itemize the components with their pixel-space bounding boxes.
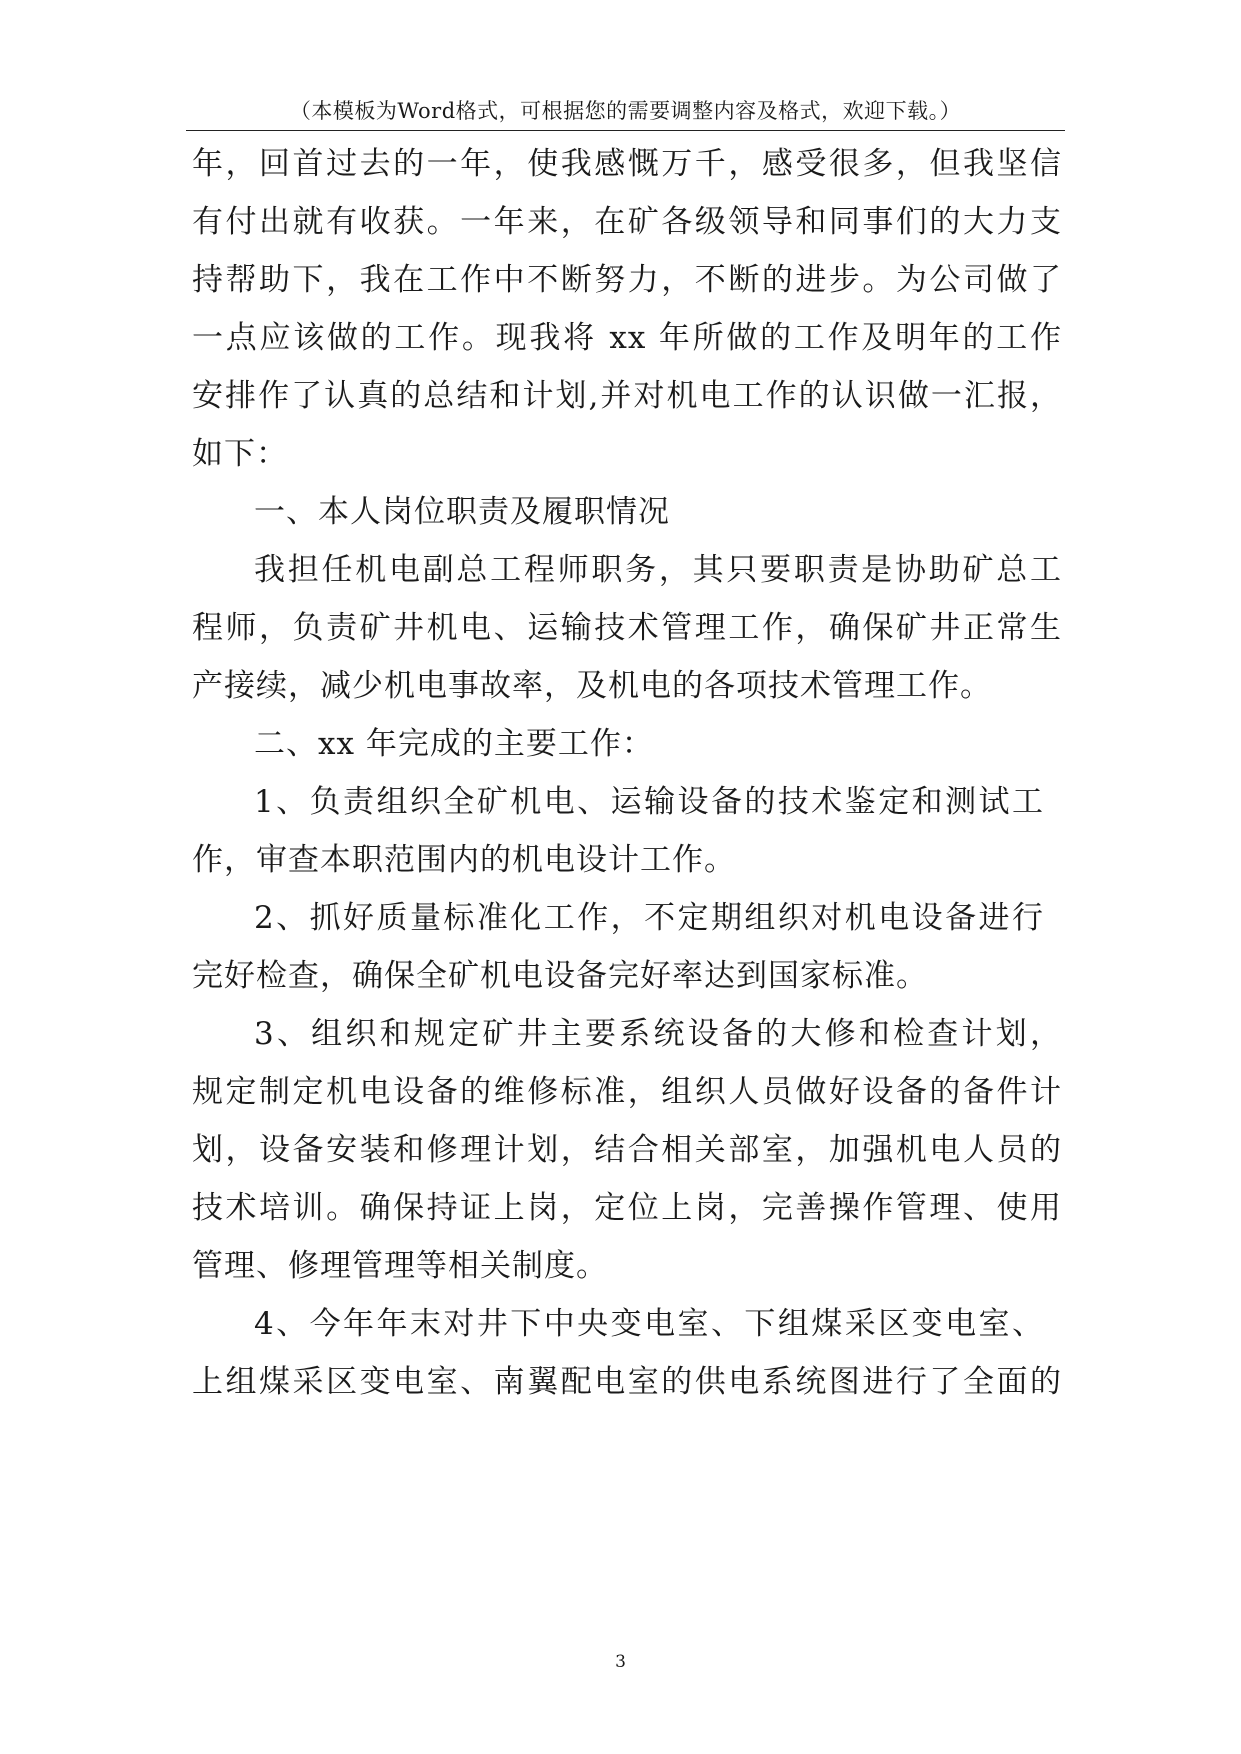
body-line: 作，审查本职范围内的机电设计工作。	[192, 842, 736, 878]
body-line: 管理、修理管理等相关制度。	[192, 1248, 608, 1284]
page-number: 3	[615, 1652, 626, 1672]
body-line: 产接续，减少机电事故率，及机电的各项技术管理工作。	[192, 668, 992, 704]
body-line: 我担任机电副总工程师职务，其只要职责是协助矿总工	[254, 552, 1062, 588]
body-line: 持帮助下，我在工作中不断努力，不断的进步。为公司做了	[192, 262, 1062, 298]
body-line: 上组煤采区变电室、南翼配电室的供电系统图进行了全面的	[192, 1364, 1062, 1400]
body-line: 技术培训。确保持证上岗，定位上岗，完善操作管理、使用	[192, 1190, 1062, 1226]
body-line: 一点应该做的工作。现我将 xx 年所做的工作及明年的工作	[192, 320, 1062, 356]
header-divider	[186, 130, 1065, 131]
body-line: 划，设备安装和修理计划，结合相关部室，加强机电人员的	[192, 1132, 1062, 1168]
template-note: （本模板为Word格式，可根据您的需要调整内容及格式，欢迎下载。）	[289, 99, 962, 123]
body-line: 2、抓好质量标准化工作，不定期组织对机电设备进行	[254, 900, 1044, 936]
body-line: 1、负责组织全矿机电、运输设备的技术鉴定和测试工	[254, 784, 1044, 820]
body-line: 年，回首过去的一年，使我感慨万千，感受很多，但我坚信	[192, 146, 1062, 182]
body-line: 有付出就有收获。一年来，在矿各级领导和同事们的大力支	[192, 204, 1062, 240]
body-line: 如下：	[192, 436, 288, 472]
section-heading: 二、xx 年完成的主要工作：	[254, 726, 654, 762]
body-line: 安排作了认真的总结和计划,并对机电工作的认识做一汇报，	[192, 378, 1062, 414]
section-heading: 一、本人岗位职责及履职情况	[254, 494, 670, 530]
body-line: 完好检查，确保全矿机电设备完好率达到国家标准。	[192, 958, 928, 994]
body-line: 程师，负责矿井机电、运输技术管理工作，确保矿井正常生	[192, 610, 1062, 646]
body-line: 4、今年年末对井下中央变电室、下组煤采区变电室、	[254, 1306, 1044, 1342]
body-line: 规定制定机电设备的维修标准，组织人员做好设备的备件计	[192, 1074, 1062, 1110]
body-line: 3、组织和规定矿井主要系统设备的大修和检查计划，	[254, 1016, 1062, 1052]
